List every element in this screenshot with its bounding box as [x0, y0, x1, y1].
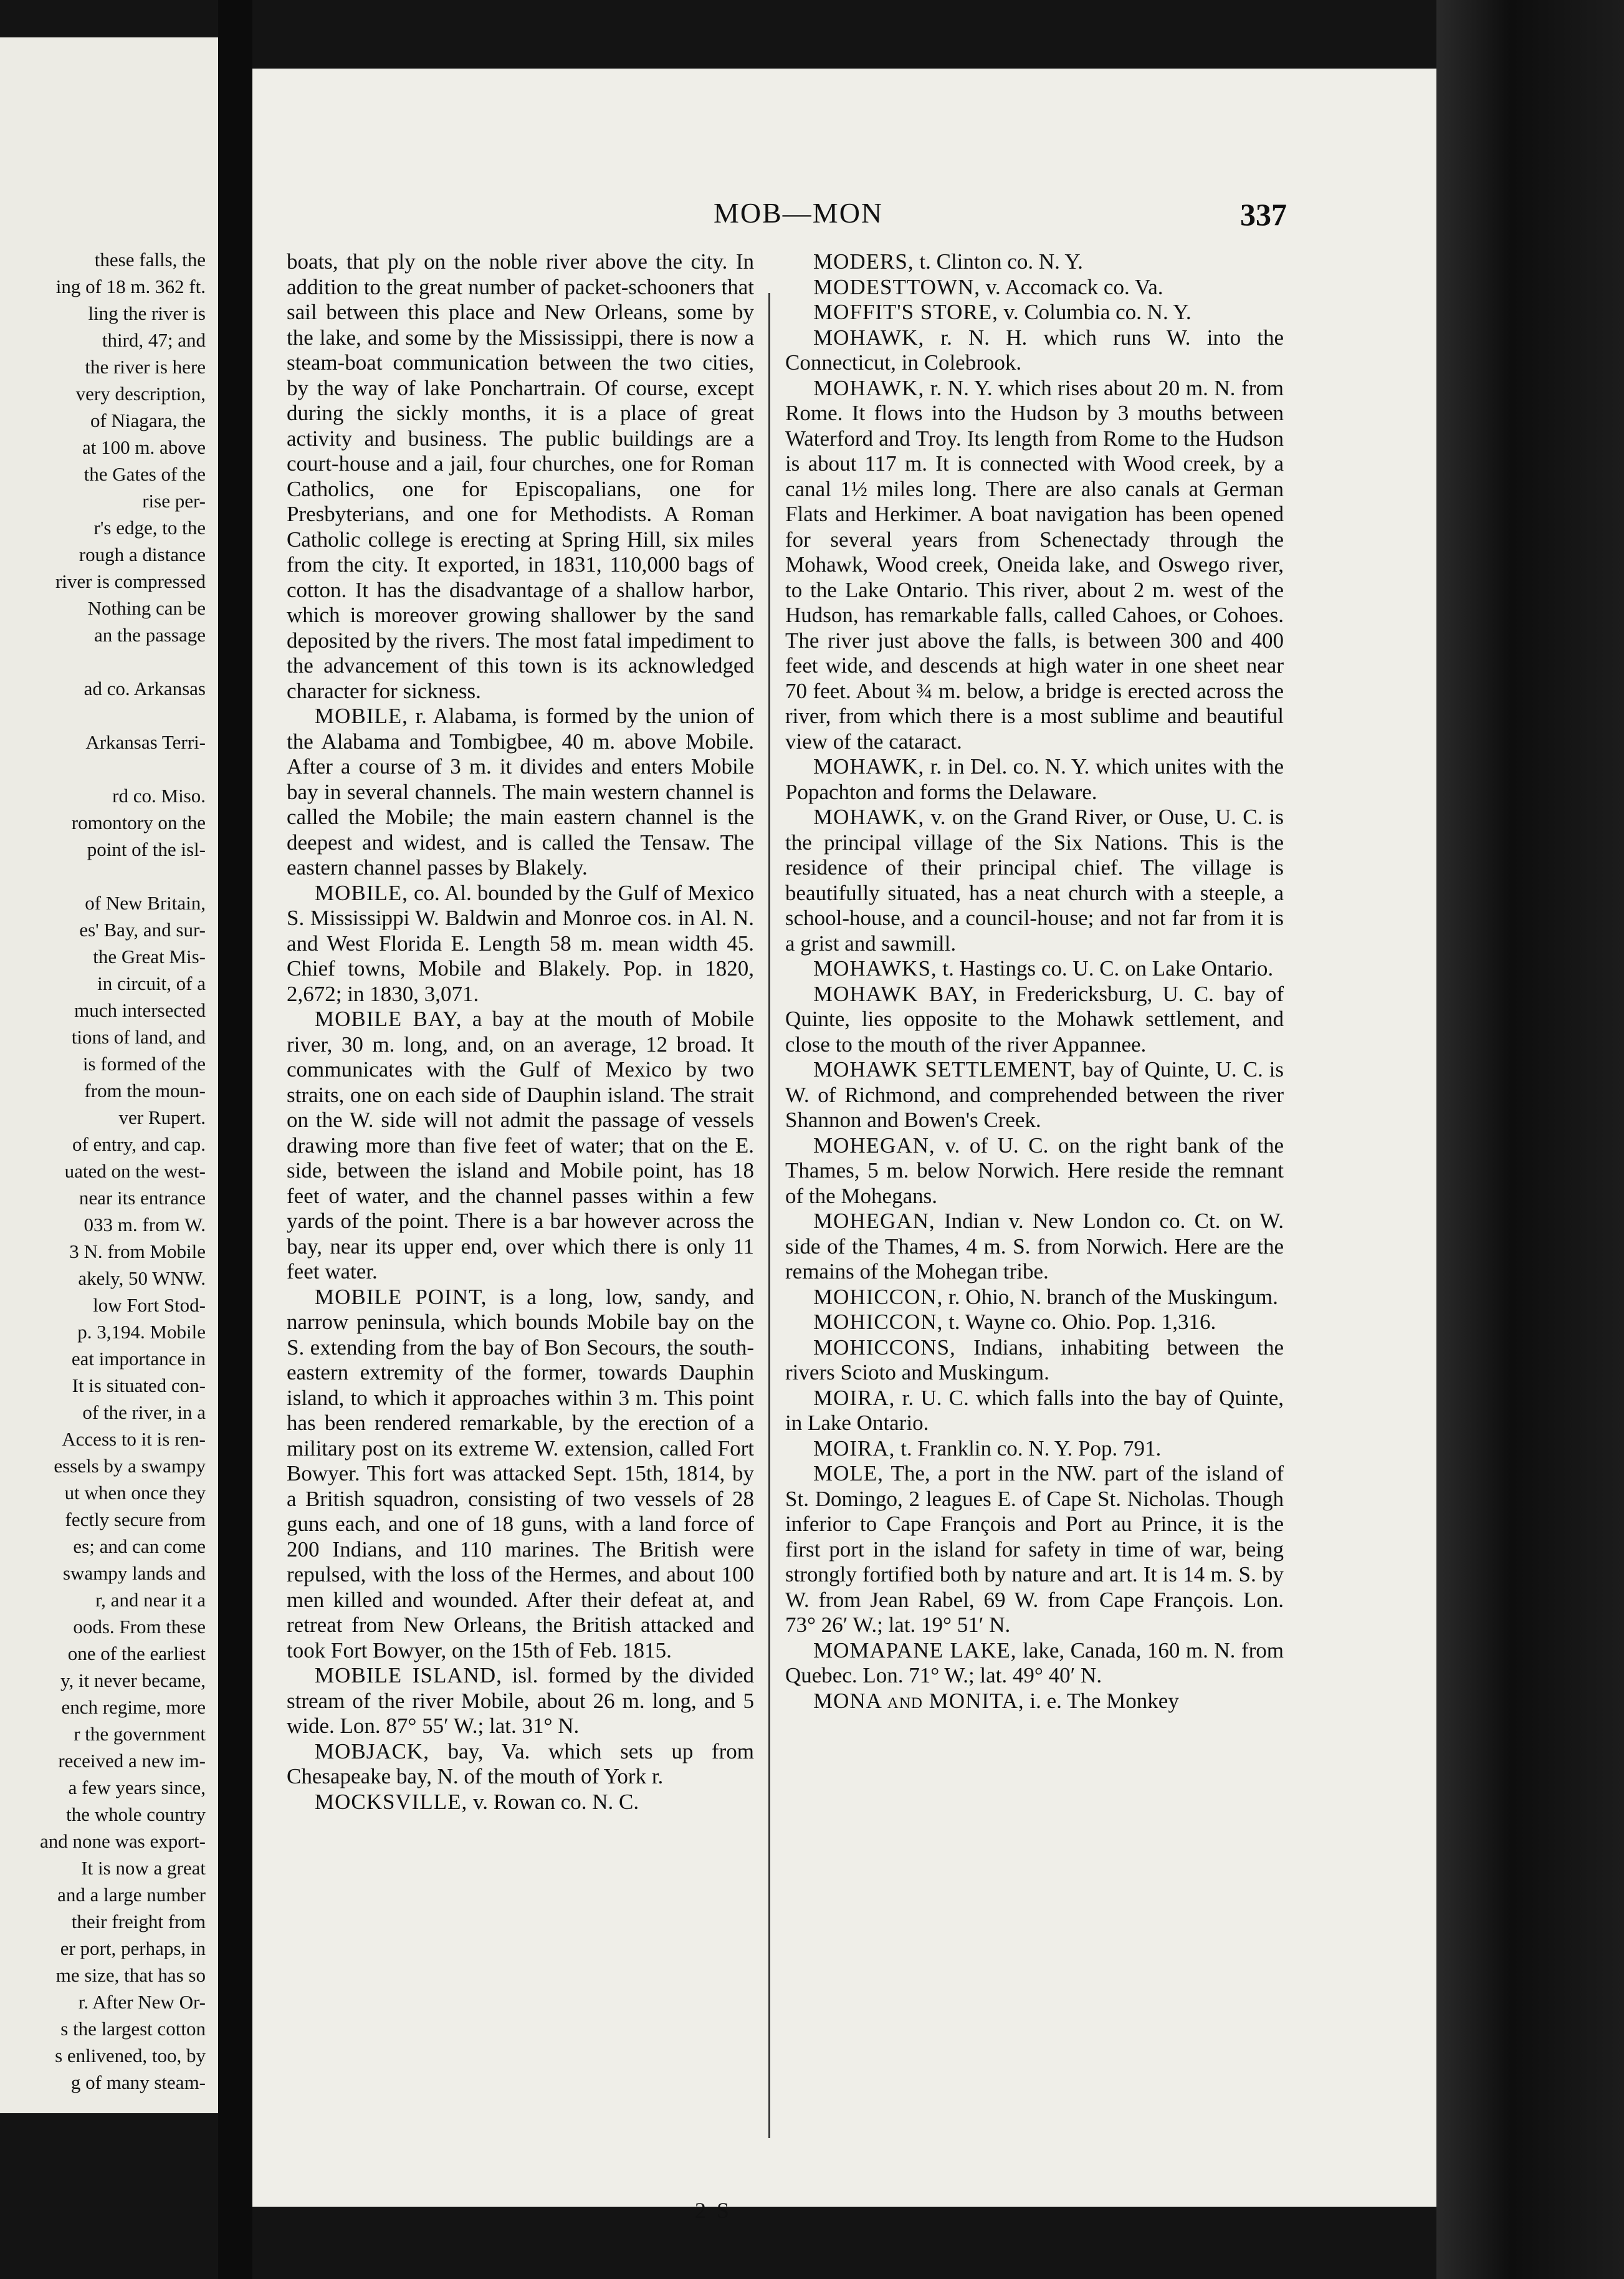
left-column: [287, 249, 754, 1815]
gazetteer-entry: [785, 754, 1284, 805]
facing-page-line: essels by a swampy: [54, 1455, 206, 1477]
entry-headword: MOHEGAN,: [813, 1133, 935, 1158]
entry-headword: MOFFIT'S STORE,: [813, 300, 998, 324]
facing-page-line: at 100 m. above: [82, 436, 206, 458]
facing-page-line: p. 3,194. Mobile: [77, 1321, 206, 1343]
gazetteer-entry: [785, 1057, 1284, 1133]
gazetteer-entry: [785, 805, 1284, 956]
facing-page-line: ver Rupert.: [118, 1106, 206, 1128]
facing-page-line: rough a distance: [79, 544, 206, 565]
facing-page-line: one of the earliest: [67, 1643, 206, 1664]
gazetteer-entry: [287, 1663, 754, 1739]
entry-text: r. Alabama, is formed by the union of the Alabama and Tombigbee, 40 m. above Mobile. After a course of 3 m. it divides and enters Mobile bay in several channels. The main western channel is called the Mobile; the main eastern channel is the deepest and widest, and is called the Tensaw. The eastern channel passes by Blakely.: [287, 704, 754, 880]
facing-page-line: uated on the west-: [64, 1160, 206, 1182]
gazetteer-entry: [785, 300, 1284, 325]
entry-headword: MOHAWKS,: [813, 956, 937, 981]
entry-text: a bay at the mouth of Mobile river, 30 m. long, and, on an average, 12 broad. It communicates with the Gulf of Mexico by two straits, one on each side of Dauphin island. The strait on the W. side will not admit the passage of vessels drawing more than five feet of water; that on the E. side, between the island and Mobile point, has 18 feet of water, and the channel passes within a few yards of the point. There is a bar however across the bay, near its upper end, over which there is only 11 feet water.: [287, 1007, 754, 1283]
gazetteer-entry: [785, 1436, 1284, 1462]
entry-headword: MOHAWK,: [813, 375, 925, 400]
entry-text: t. Clinton co. N. Y.: [914, 249, 1083, 274]
entry-text: i. e. The Monkey: [1024, 1688, 1179, 1713]
entry-text: r. U. C. which falls into the bay of Quinte, in Lake Ontario.: [785, 1385, 1284, 1435]
facing-page-line: eat importance in: [71, 1348, 206, 1370]
entry-headword: MOHAWK,: [813, 325, 925, 350]
entry-text: isl. formed by the divided stream of the river Mobile, about 26 m. long, and 5 wide. Lon. 87° 55′ W.; lat. 31° N.: [287, 1663, 754, 1738]
facing-page-text: [0, 246, 206, 2096]
gazetteer-entry: [785, 1461, 1284, 1638]
book-spine-edge: [1436, 0, 1624, 2279]
facing-page-line: tions of land, and: [71, 1026, 206, 1048]
entry-headword: MOLE,: [813, 1461, 884, 1485]
entry-headword: MOBJACK,: [315, 1739, 430, 1763]
entry-headword: MOHAWK BAY,: [813, 981, 978, 1006]
facing-page-line: It is situated con-: [72, 1375, 206, 1396]
entry-text: v. Rowan co. N. C.: [467, 1789, 639, 1814]
entry-text: bay of Quinte, U. C. is W. of Richmond, and comprehended between the river Shannon and Bowen's Creek.: [785, 1057, 1284, 1132]
gazetteer-entry: [785, 1335, 1284, 1386]
gazetteer-entry: [785, 1285, 1284, 1310]
entry-text: Indians, inhabiting between the rivers Scioto and Muskingum.: [785, 1335, 1284, 1384]
gazetteer-entry: [785, 956, 1284, 982]
entry-headword: MODERS,: [813, 249, 914, 274]
entry-text: v. on the Grand River, or Ouse, U. C. is the principal village of the Six Nations. This is the residence of their principal chief. The village is beautifully situated, has a neat church with a steeple, a school-house, and a council-house; and not far from it is a grist and sawmill.: [785, 805, 1284, 956]
facing-page-fragment: [0, 37, 218, 2113]
facing-page-line: an the passage: [93, 624, 206, 646]
facing-page-line: oods. From these: [73, 1616, 206, 1638]
facing-page-line: third, 47; and: [102, 329, 206, 351]
facing-page-line: point of the isl-: [87, 838, 206, 860]
entry-text: bay, Va. which sets up from Chesapeake bay, N. of the mouth of York r.: [287, 1739, 754, 1788]
facing-page-line: Access to it is ren-: [62, 1428, 206, 1450]
facing-page-line: these falls, the: [94, 249, 206, 271]
gazetteer-entry: [785, 1689, 1284, 1714]
facing-page-line: ling the river is: [88, 302, 206, 324]
running-head: MOB—MON: [714, 197, 884, 229]
facing-page-line: es; and can come: [73, 1535, 206, 1557]
gazetteer-entry: [785, 1209, 1284, 1285]
entry-headword: MOIRA,: [813, 1385, 896, 1410]
facing-page-line: of Niagara, the: [90, 410, 206, 431]
facing-page-line: received a new im-: [58, 1750, 206, 1772]
entry-headword: MOBILE BAY,: [315, 1007, 462, 1031]
facing-page-line: rise per-: [142, 490, 206, 512]
entry-text: t. Franklin co. N. Y. Pop. 791.: [895, 1436, 1162, 1461]
entry-headword: MOHAWK SETTLEMENT,: [813, 1057, 1077, 1082]
facing-page-line: and a large number: [57, 1884, 206, 1906]
entry-headword: MOCKSVILLE,: [315, 1789, 468, 1814]
facing-page-line: 033 m. from W.: [84, 1214, 206, 1235]
facing-page-line: er port, perhaps, in: [60, 1937, 206, 1959]
entry-text: in Fredericksburg, U. C. bay of Quinte, lies opposite to the Mohawk settlement, and close to the mouth of the river Appannee.: [785, 981, 1284, 1057]
facing-page-line: ut when once they: [64, 1482, 206, 1504]
facing-page-line: their freight from: [71, 1911, 206, 1932]
entry-headword: MOHAWK,: [813, 754, 925, 779]
entry-text: The, a port in the NW. part of the island of St. Domingo, 2 leagues E. of Cape St. Nicholas. Though inferior to Cape François and Port au Prince, it is the first port in the island for safety in time of war, being strongly fortified both by nature and art. It is 14 m. S. by W. from Jean Rabel, 69 W. from Cape François. Lon. 73° 26′ W.; lat. 19° 51′ N.: [785, 1461, 1284, 1637]
facing-page-line: much intersected: [74, 999, 206, 1021]
facing-page-line: very description,: [75, 383, 206, 405]
gazetteer-entry: [785, 325, 1284, 376]
facing-page-line: river is compressed: [55, 570, 206, 592]
gazetteer-entry: [785, 982, 1284, 1058]
entry-headword: MONA and MONITA,: [813, 1688, 1025, 1713]
gazetteer-entry: [785, 249, 1284, 275]
gazetteer-entry: [287, 881, 754, 1007]
facing-page-line: in circuit, of a: [97, 972, 206, 994]
entry-text: lake, Canada, 160 m. N. from Quebec. Lon. 71° W.; lat. 49° 40′ N.: [785, 1638, 1284, 1687]
facing-page-line: r. After New Or-: [78, 1991, 206, 2013]
entry-text: t. Hastings co. U. C. on Lake Ontario.: [937, 956, 1274, 981]
facing-page-line: the Great Mis-: [93, 946, 206, 967]
facing-page-line: [0, 756, 206, 782]
page-number: 337: [1240, 197, 1287, 232]
facing-page-line: y, it never became,: [60, 1669, 206, 1691]
entry-text: Indian v. New London co. Ct. on W. side of the Thames, 4 m. S. from Norwich. Here are the remains of the Mohegan tribe.: [785, 1209, 1284, 1283]
entry-text: r. Ohio, N. branch of the Muskingum.: [943, 1284, 1278, 1309]
facing-page-line: ench regime, more: [61, 1696, 206, 1718]
facing-page-line: of entry, and cap.: [72, 1133, 206, 1155]
facing-page-line: the Gates of the: [84, 463, 206, 485]
facing-page-line: me size, that has so: [55, 1964, 206, 1986]
entry-headword: MOBILE,: [315, 880, 408, 905]
facing-page-line: and none was export-: [40, 1830, 206, 1852]
facing-page-line: swampy lands and: [62, 1562, 206, 1584]
entry-headword: MOBILE ISLAND,: [315, 1663, 502, 1687]
gazetteer-entry: [287, 1739, 754, 1790]
entry-text: is a long, low, sandy, and narrow peninsula, which bounds Mobile bay on the S. extending from the bay of Bon Secours, the south-eastern extremity of the former, towards Dauphin island, to which it approaches within 3 m. This point has been rendered remarkable, by the erection of a military post on its extreme W. extension, called Fort Bowyer. This fort was attacked Sept. 15th, 1814, by a British squadron, consisting of two vessels of 28 guns each, and one of 18 guns, with a land force of 200 Indians, and 110 marines. The British were repulsed, with the loss of the Hermes, and about 100 men killed and wounded. After their defeat at, and retreat from New Orleans, the British attacked and took Fort Bowyer, on the 15th of Feb. 1815.: [287, 1284, 755, 1662]
signature-mark: 2 S: [695, 2198, 732, 2223]
gazetteer-entry: [287, 1790, 754, 1815]
entry-text: boats, that ply on the noble river above the city. In addition to the great number of packet-schooners that sail between this place and New Orleans, some by the lake, and some by the Mississippi, there is now a steam-boat communication between the two cities, by the way of lake Ponchartrain. Of course, except during the sickly months, it is a place of great activity and business. The public buildings are a court-house and a jail, four churches, one for Roman Catholics, one for Episcopalians, one for Presbyterians, and one for Methodists. A Roman Catholic college is erecting at Spring Hill, six miles from the city. It exported, in 1831, 110,000 bags of cotton. It has the disadvantage of a shallow harbor, which is moreover growing shallower by the sand deposited by the rivers. The most fatal impediment to the advancement of this town is its acknowledged character for sickness.: [287, 249, 754, 703]
facing-page-line: is formed of the: [82, 1053, 206, 1075]
gazetteer-entry: [287, 249, 754, 704]
book-page: [252, 69, 1436, 2223]
facing-page-line: of the river, in a: [82, 1401, 206, 1423]
facing-page-line: Nothing can be: [87, 597, 206, 619]
facing-page-line: r, and near it a: [95, 1589, 206, 1611]
facing-page-line: the whole country: [66, 1803, 206, 1825]
facing-page-line: the river is here: [85, 356, 206, 378]
entry-text: t. Wayne co. Ohio. Pop. 1,316.: [943, 1310, 1216, 1334]
facing-page-line: ing of 18 m. 362 ft.: [55, 276, 206, 297]
gazetteer-entry: [287, 1007, 754, 1285]
entry-headword: MOHICCONS,: [813, 1335, 956, 1360]
facing-page-line: s enlivened, too, by: [55, 2045, 206, 2066]
gazetteer-entry: [287, 1285, 754, 1664]
column-rule: [768, 293, 770, 2138]
gazetteer-entry: [287, 704, 754, 881]
entry-headword: MOBILE,: [315, 704, 408, 728]
entry-text: v. of U. C. on the right bank of the Thames, 5 m. below Norwich. Here reside the remnant of the Mohegans.: [785, 1133, 1284, 1208]
entry-text: r. in Del. co. N. Y. which unites with the Popachton and forms the Delaware.: [785, 754, 1284, 804]
facing-page-line: It is now a great: [81, 1857, 206, 1879]
gazetteer-entry: [785, 1386, 1284, 1436]
facing-page-line: g of many steam-: [70, 2071, 206, 2093]
entry-headword: MOIRA,: [813, 1436, 896, 1461]
facing-page-line: Arkansas Terri-: [85, 731, 206, 753]
facing-page-line: r the government: [74, 1723, 206, 1745]
entry-headword: MOHEGAN,: [813, 1209, 935, 1233]
facing-page-line: 3 N. from Mobile: [69, 1240, 206, 1262]
entry-text: v. Accomack co. Va.: [980, 274, 1163, 299]
entry-text: co. Al. bounded by the Gulf of Mexico S. Mississippi W. Baldwin and Monroe cos. in Al. N. and West Florida E. Length 58 m. mean width 45. Chief towns, Mobile and Blakely. Pop. in 1820, 2,672; in 1830, 3,071.: [287, 880, 754, 1006]
entry-text: r. N. H. which runs W. into the Connecticut, in Colebrook.: [785, 325, 1284, 375]
facing-page-line: near its entrance: [79, 1187, 206, 1209]
gazetteer-entry: [785, 1133, 1284, 1209]
book-gutter: [218, 0, 252, 2279]
facing-page-line: [0, 648, 206, 675]
gazetteer-entry: [785, 376, 1284, 755]
page-header: [252, 196, 1436, 234]
entry-text: r. N. Y. which rises about 20 m. N. from Rome. It flows into the Hudson by 3 mouths between Waterford and Troy. Its length from Rome to the Hudson is about 117 m. It is connected with Wood creek, by a canal 1½ miles long. There are also canals at German Flats and Herkimer. A boat navigation has been opened for several years from Schenectady through the Mohawk, Wood creek, Oneida lake, and Oswego river, to the Lake Ontario. This river, about 2 m. west of the Hudson, has remarkable falls, called Cahoes, or Cohoes. The river just above the falls, is between 300 and 400 feet wide, and descends at high water in one sheet near 70 feet. About ¾ m. below, a bridge is erected across the river, from which there is a most sublime and beautiful view of the cataract.: [785, 375, 1284, 754]
facing-page-line: es' Bay, and sur-: [79, 919, 206, 941]
facing-page-line: ad co. Arkansas: [84, 678, 206, 699]
facing-page-line: s the largest cotton: [60, 2018, 206, 2040]
gazetteer-entry: [785, 275, 1284, 300]
entry-headword: MOMAPANE LAKE,: [813, 1638, 1017, 1662]
facing-page-line: of New Britain,: [85, 892, 206, 914]
facing-page-line: r's edge, to the: [93, 517, 206, 539]
gazetteer-entry: [785, 1638, 1284, 1689]
entry-headword: MOBILE POINT,: [315, 1284, 487, 1309]
facing-page-line: [0, 863, 206, 890]
entry-headword: MOHICCON,: [813, 1284, 943, 1309]
entry-headword: MODESTTOWN,: [813, 274, 980, 299]
facing-page-line: romontory on the: [71, 812, 206, 833]
entry-text: v. Columbia co. N. Y.: [998, 300, 1192, 324]
facing-page-line: [0, 702, 206, 729]
right-column: [785, 249, 1284, 1714]
facing-page-line: from the moun-: [84, 1080, 206, 1101]
facing-page-line: akely, 50 WNW.: [78, 1267, 206, 1289]
facing-page-line: fectly secure from: [65, 1509, 206, 1530]
entry-headword: MOHICCON,: [813, 1310, 943, 1334]
facing-page-line: a few years since,: [68, 1777, 206, 1798]
facing-page-line: rd co. Miso.: [112, 785, 206, 807]
entry-headword: MOHAWK,: [813, 805, 925, 829]
gazetteer-entry: [785, 1310, 1284, 1335]
facing-page-line: low Fort Stod-: [93, 1294, 206, 1316]
